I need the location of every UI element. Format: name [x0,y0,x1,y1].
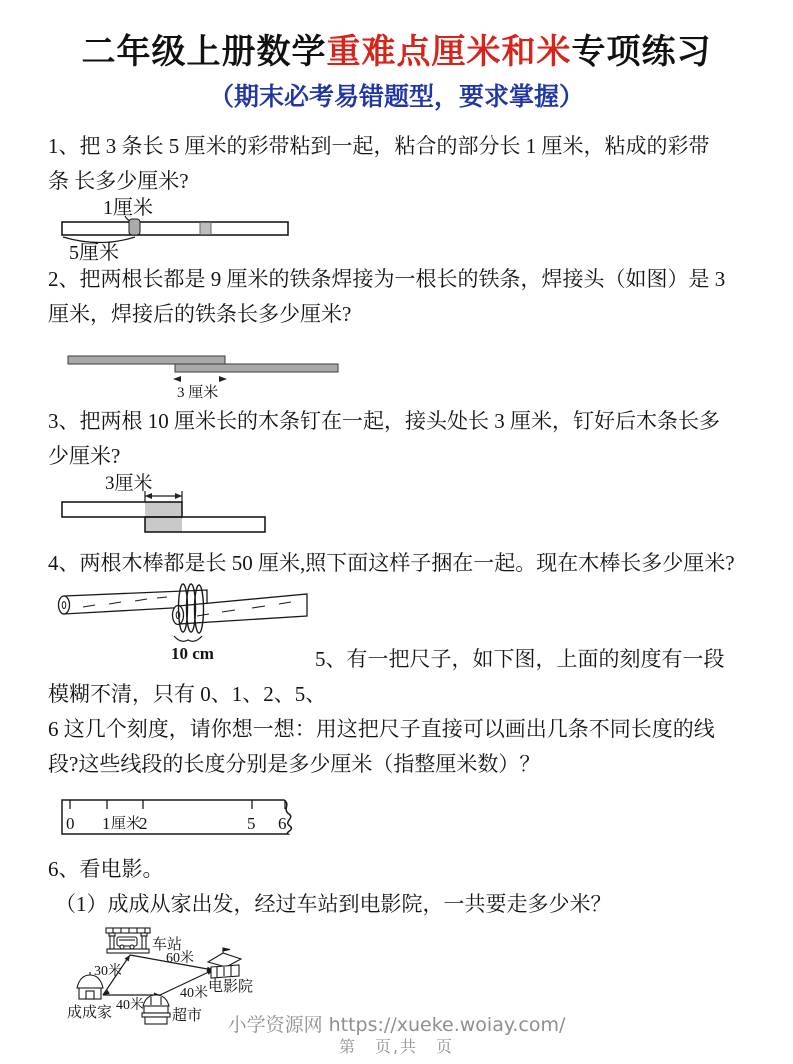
q5-ruler-label-2: 2 [139,814,148,833]
q2-ironbar-diagram [55,346,355,404]
q6-label-market: 超市 [172,1008,203,1024]
page-subtitle: （期末必考易错题型，要求掌握） [208,84,584,111]
q2-text-line1: 2、把两根长都是 9 厘米的铁条焊接为一根长的铁条，焊接头（如图）是 3 [48,267,726,291]
title-part-1: 二年级上册数学 [81,34,327,71]
q1-label-1cm: 1厘米 [103,197,153,219]
q2-bar-top [68,356,225,364]
q2-bar-bottom [175,364,338,372]
q5-text-line1: 5、有一把尺子，如下图，上面的刻度有一段 [315,647,725,671]
q5-ruler-label-6: 6 [278,814,287,833]
q5-text-line3: 6 这几个刻度，请你想一想：用这把尺子直接可以画出几条不同长度的线 [48,717,715,741]
q2-label-3cm: 3 厘米 [177,385,219,401]
q6-text-line1: 6、看电影。 [48,857,164,881]
q5-ruler-body [62,800,291,834]
q2-text-line2: 厘米，焊接后的铁条长多少厘米? [48,302,352,326]
q5-ruler-label-0: 0 [66,814,75,833]
q3-text-line2: 少厘米? [48,444,121,468]
q5-text-line2: 模糊不清，只有 0、1、2、5、 [48,682,327,706]
q4-sticks-diagram [45,578,325,673]
q2-arrow-left-icon [173,376,181,382]
q4-label-10cm: 10 cm [171,644,214,663]
footer-page-number: 第 页,共 页 [338,1037,455,1056]
q4-underbrace [174,636,202,641]
q5-ruler-label-1: 1 [102,814,111,833]
q6-text-line2: （1）成成从家出发，经过车站到电影院，一共要走多少米？ [55,892,612,916]
q1-text-line2: 条 长多少厘米? [48,169,189,193]
title-part-red: 重难点厘米和米 [326,34,572,71]
q6-label-station: 车站 [152,937,183,953]
q6-label-home: 成成家 [67,1005,113,1021]
q4-stick-left-end [59,596,70,614]
footer-site-url: 小学资源网 https://xueke.woiay.com/ [227,1014,566,1036]
q6-distance-market-cinema: 40米 [180,986,208,1001]
q1-text-line1: 1、把 3 条长 5 厘米的彩带粘到一起，粘合的部分长 1 厘米，粘成的彩带 [48,134,710,158]
q1-label-5cm: 5厘米 [69,242,119,264]
q1-ribbon-bar [62,222,288,235]
q1-glue-joint-1 [129,219,140,235]
q5-ruler-diagram [55,792,310,844]
page-title [0,24,793,73]
q5-ruler-label-unit: 厘米 [111,816,142,832]
q3-text-line1: 3、把两根 10 厘米长的木条钉在一起，接头处长 3 厘米，钉好后木条长多 [48,409,720,433]
cinema-icon [208,948,241,978]
q3-woodstrip-diagram [55,472,285,538]
q3-arrow-right-icon [175,493,182,499]
title-part-2: 专项练习 [571,34,712,71]
q6-distance-home-station: 30米 [94,964,122,979]
q4-text-line1: 4、两根木棒都是长 50 厘米,照下面这样子捆在一起。现在木棒长多少厘米? [48,551,735,575]
q2-arrow-right-icon [219,376,227,382]
station-icon [106,928,150,953]
q5-text-line4: 段?这些线段的长度分别是多少厘米（指整厘米数）？ [48,752,541,776]
q6-label-cinema: 电影院 [208,979,254,995]
q6-distance-home-market: 40米 [116,998,144,1013]
q6-distance-station-cinema: 60米 [166,951,194,966]
q1-ribbon-diagram [55,196,305,264]
q3-label-3cm: 3厘米 [105,473,153,494]
q5-ruler-label-5: 5 [247,814,256,833]
q1-glue-joint-2 [200,223,211,235]
